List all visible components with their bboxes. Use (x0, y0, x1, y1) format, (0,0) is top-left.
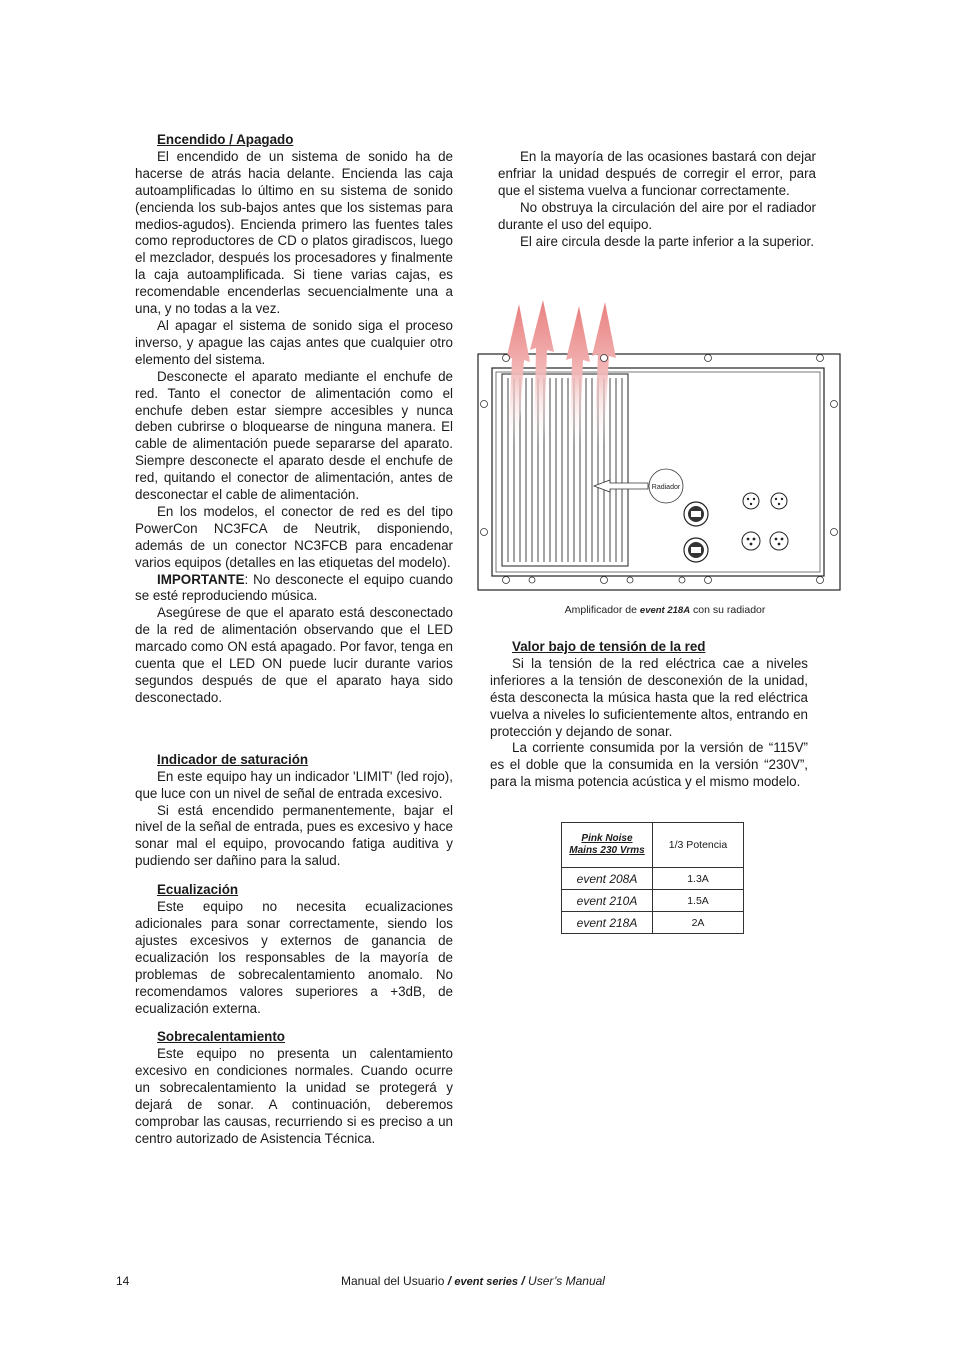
cooling-paragraph-2: No obstruya la circulación del aire por el radiador durante el uso del equipo. (498, 199, 816, 232)
table-model-cell: event 218A (562, 912, 653, 934)
table-row (562, 868, 744, 890)
power-heading: Encendido / Apagado (157, 132, 294, 147)
radiator-label: Radiador (651, 484, 681, 491)
limit-paragraph-2: Si está encendido permanentemente, bajar el nivel de la señal de entrada, pues es excesivo y hace sonar mal el equipo, provocando fatiga auditiva y pudiendo ser dañino para la salud. (135, 802, 453, 869)
page-number: 14 (116, 1274, 130, 1288)
low-voltage-paragraph-1: Si la tensión de la red eléctrica cae a niveles inferiores a la tensión de desconexión de la unidad, ésta desconecta la música hasta que la red eléctrica vuelva a niveles lo suficientemente altos, entrando en protección y dejando de sonar. (490, 655, 808, 739)
cooling-paragraph-1: En la mayoría de las ocasiones bastará con dejar enfriar la unidad después de corregir el error, para que el sistema vuelva a funcionar correctamente. (498, 149, 816, 198)
table-value-cell: 2A (653, 912, 744, 934)
important-paragraph (135, 572, 453, 606)
right-column-top (498, 149, 816, 250)
eq-heading: Ecualización (157, 882, 239, 898)
heat-heading: Sobrecalentamiento (157, 1029, 285, 1045)
right-column-lowvoltage (490, 639, 808, 791)
footer-title (341, 1274, 605, 1288)
footer-separator: / (518, 1274, 529, 1288)
caption-model: event 218A (639, 605, 691, 616)
footer-title-en: User’s Manual (528, 1274, 605, 1288)
low-voltage-paragraph-2: La corriente consumida por la versión de “115V” es el doble que la consumida en la versión “230V”, para la misma potencia acústica y el mismo modelo. (490, 740, 808, 790)
limit-heading: Indicador de saturación (157, 751, 309, 767)
heat-paragraph: Este equipo no presenta un calentamiento excesivo en condiciones normales. Cuando ocurre un sobrecalentamiento la unidad se protegerá y dejará de sonar. A continuación, deberemos comprobar las causas, recurriendo si es preciso a un centro autorizado de Asistencia Técnica. (135, 1046, 453, 1146)
table-row (562, 890, 744, 912)
low-voltage-heading: Valor bajo de tensión de la red (512, 639, 706, 654)
important-text: : No desconecte el equipo cuando se esté reproduciendo música. (135, 571, 453, 604)
important-label: IMPORTANTE (157, 571, 245, 587)
current-table (561, 822, 744, 934)
table-row (562, 912, 744, 934)
power-paragraph-2: Al apagar el sistema de sonido siga el proceso inverso, y apague las cajas antes que cualquier otro elemento del sistema. (135, 317, 453, 367)
footer-title-es: Manual del Usuario (341, 1274, 448, 1288)
power-paragraph-6: Asegúrese de que el aparato está desconectado de la red de alimentación observando que el LED marcado como ON está apagado. Por favor, tenga en cuenta que el LED ON puede lucir durante varios segundos después de que el aparato haya sido desconectado. (135, 605, 453, 705)
table-model-cell: event 210A (562, 890, 653, 912)
header-pink-noise: Pink Noise (581, 833, 633, 844)
power-paragraph-3: Desconecte el aparato mediante el enchufe de red. Tanto el conector de alimentación como el enchufe deben estar siempre accesibles y nunca deben cubrirse o bloquearse de ninguna manera. El cable de alimentación puede separarse del aparato. Siempre desconecte el aparato desde el enchufe de red, quitando el conector de alimentación, antes de desconectar el cable de alimentación. (135, 368, 453, 503)
amplifier-diagram (470, 296, 842, 596)
limit-paragraph-1: En este equipo hay un indicador 'LIMIT' (led rojo), que luce con un nivel de señal de entrada excesivo. (135, 768, 453, 801)
table-value-cell: 1.5A (653, 890, 744, 912)
power-paragraph-4: En los modelos, el conector de red es del tipo PowerCon NC3FCA de Neutrik, disponiendo, además de un conector NC3FCB para encadenar varios equipos (detalles en las etiquetas del modelo). (135, 503, 453, 570)
caption-suffix: con su radiador (693, 604, 766, 616)
header-mains: Mains 230 Vrms (569, 845, 645, 856)
eq-paragraph: Este equipo no necesita ecualizaciones adicionales para sonar correctamente, siendo los ajustes excesivos y externos de ganancia de ecualización los responsables de la mayoría de problemas de sobrecalentamiento anomalo. No recomendamos valores superiores a +3dB, de ecualización externa. (135, 899, 453, 1016)
footer-series: event series (454, 1276, 519, 1288)
figure-caption (470, 604, 860, 616)
power-paragraph-1: El encendido de un sistema de sonido ha de hacerse de atrás hacia delante. Encienda las caja autoamplificadas lo último en su sistema de sonido (encienda los sub-bajos antes que los sistemas para medios-agudos). Encienda primero las fuentes tales como reproductores de CD o platos giradiscos, luego el mezclador, después los procesadores y finalmente la caja autoamplificada. Si tiene varias cajas, es recomendable encenderlas secuencialmente una a una, y no todas a la vez. (135, 148, 453, 317)
caption-prefix: Amplificador de (564, 604, 637, 616)
cooling-paragraph-3: El aire circula desde la parte inferior a la superior. (520, 233, 814, 249)
left-column (135, 132, 453, 1148)
footer-separator: / (447, 1274, 455, 1288)
table-model-cell: event 208A (562, 868, 653, 890)
table-value-cell: 1.3A (653, 868, 744, 890)
table-header-signal (562, 823, 653, 868)
table-header-power: 1/3 Potencia (653, 823, 744, 868)
table-header-row (562, 823, 744, 868)
